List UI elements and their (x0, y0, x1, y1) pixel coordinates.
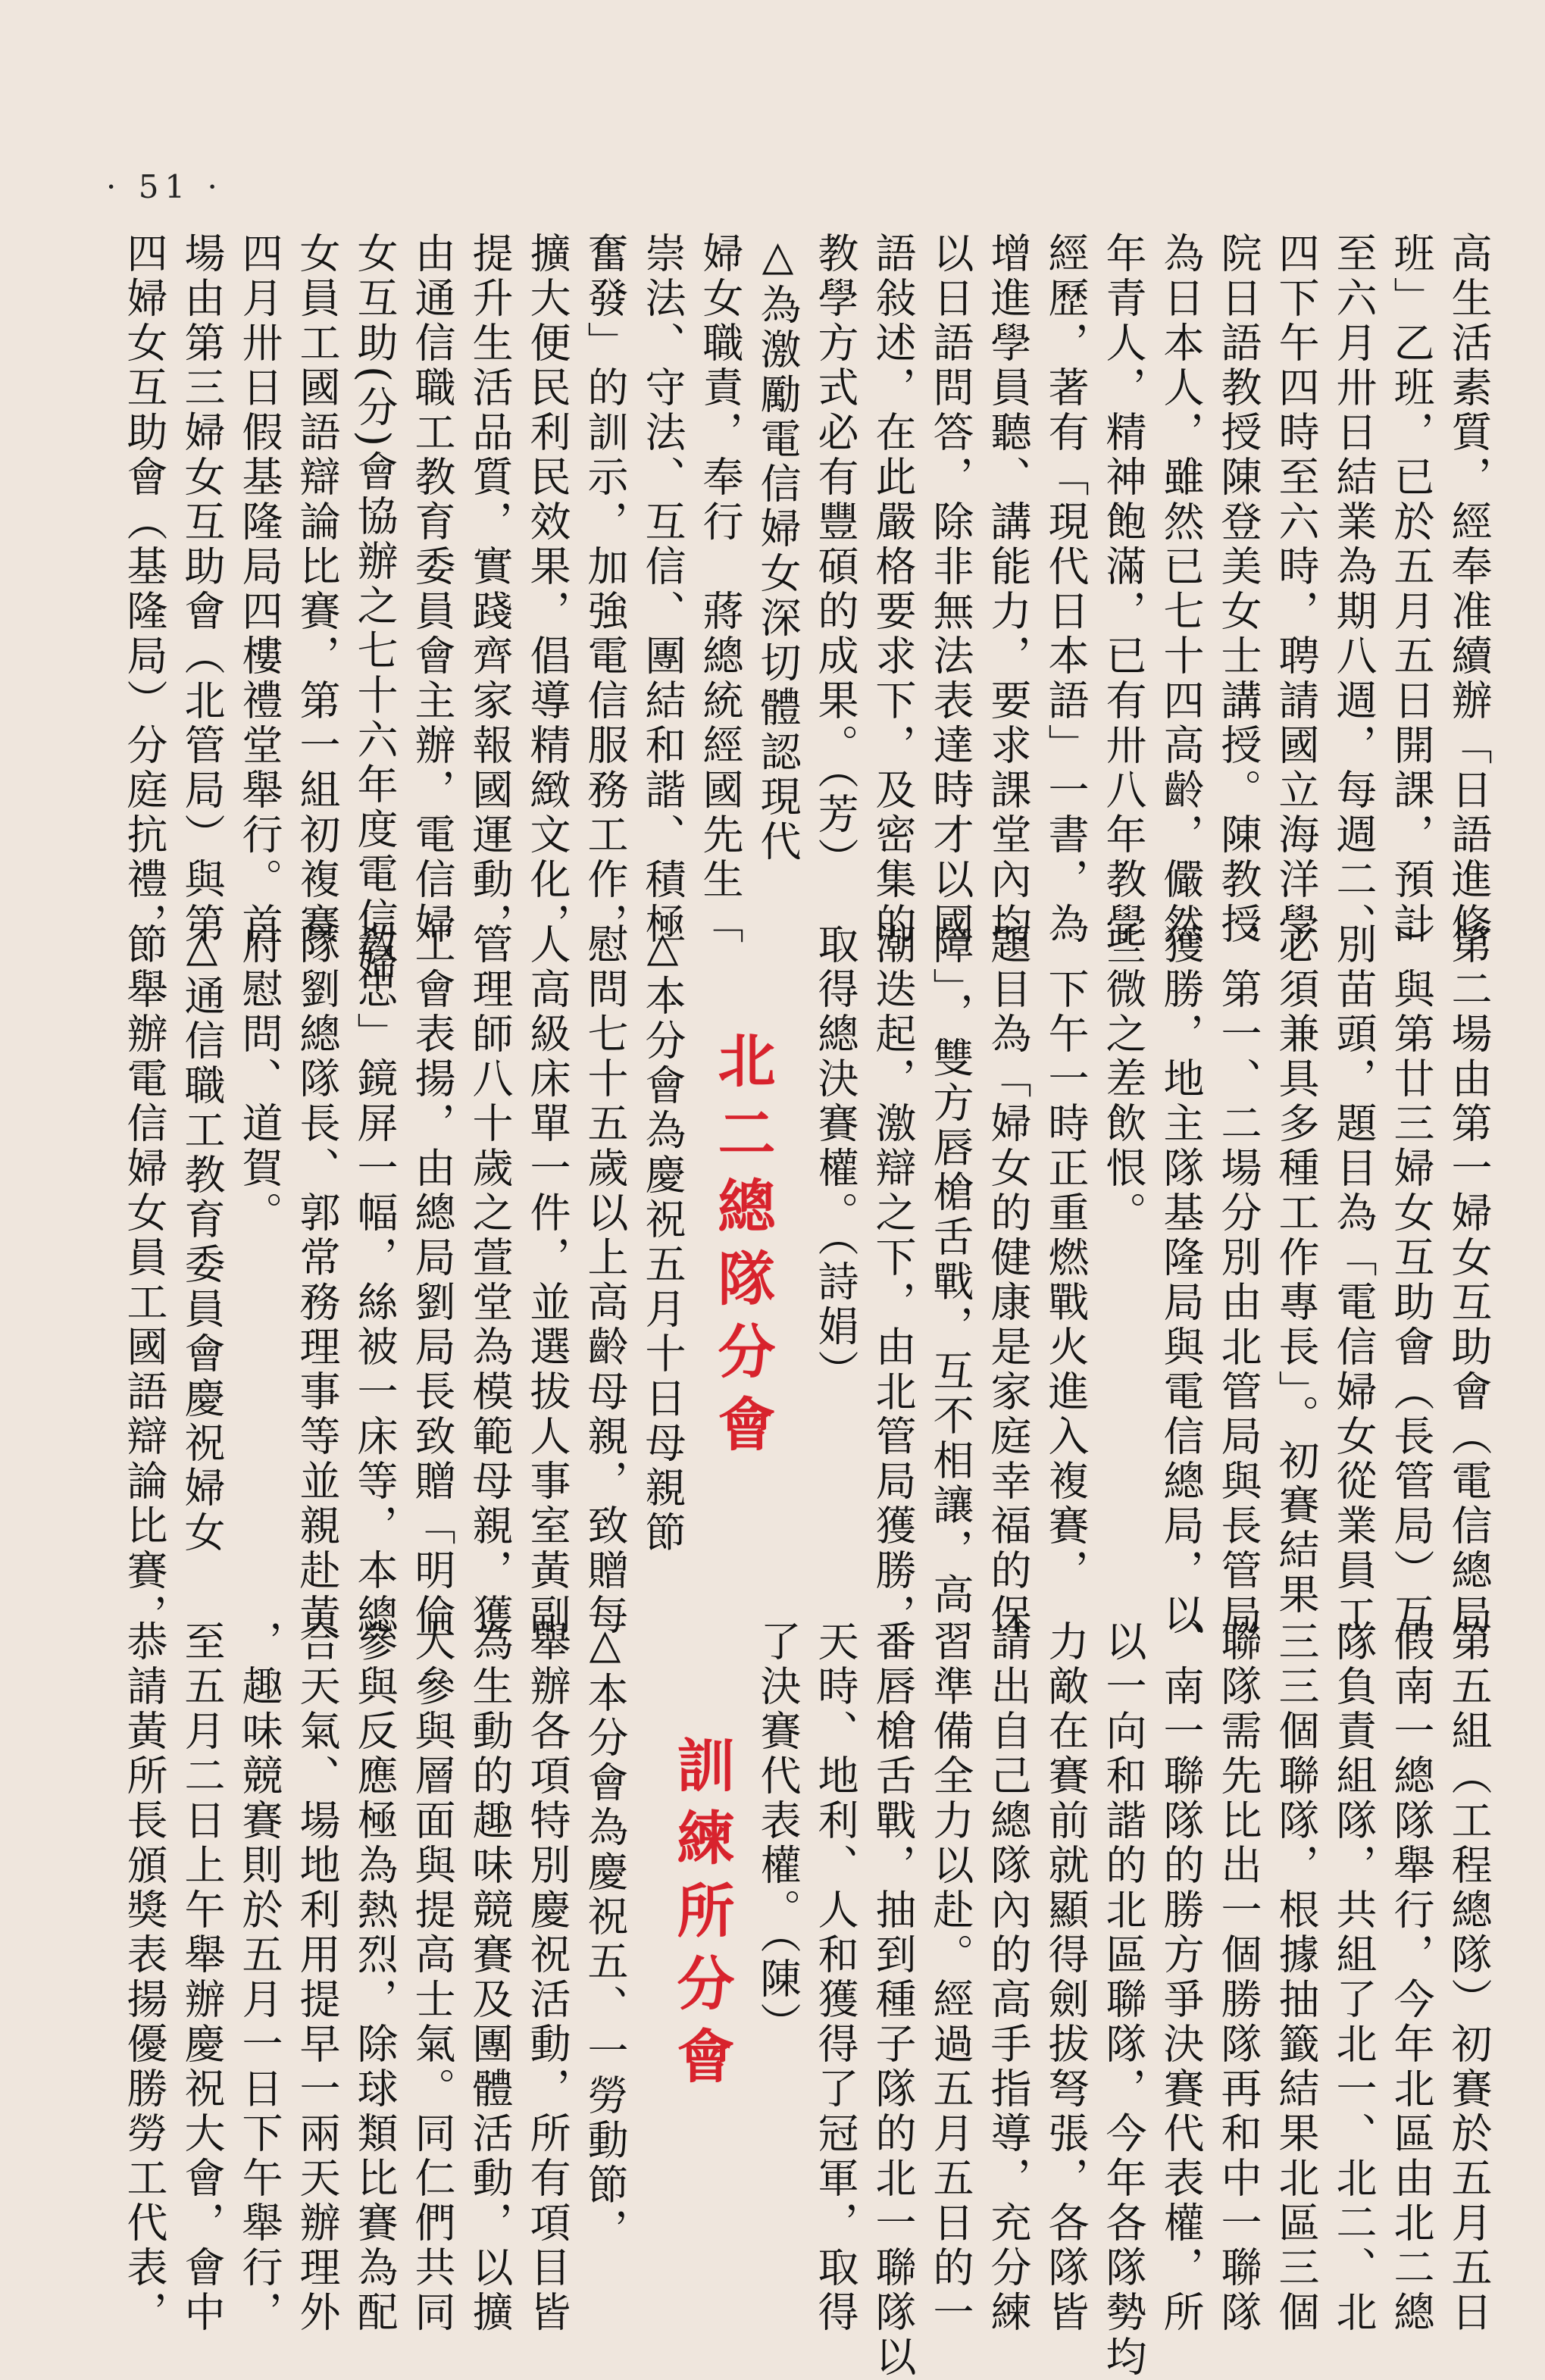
text-line: 由通信職工教育委員會主辦，電信婦 (408, 232, 456, 947)
text-line: 必須兼具多種工作專長」。初賽結果 (1272, 923, 1320, 1618)
text-line: 崇法、守法、互信、團結和諧、積極 (639, 232, 686, 947)
text-line: 恭請黃所長頒獎表揚優勝勞工代表， (120, 1620, 168, 2335)
text-line: 場由第三婦女互助會（北管局）與第 (178, 232, 226, 947)
text-line: 番唇槍舌戰，抽到種子隊的北一聯隊以 (869, 1620, 917, 2380)
text-line: 四婦女互助會（基隆局）分庭抗禮， (120, 232, 168, 947)
text-line: 語敍述，在此嚴格要求下，及密集的 (869, 232, 917, 947)
section-heading-north2: 北二總隊分會 (708, 1030, 776, 1467)
text-line: 節舉辦電信婦女員工國語辯論比賽， (120, 923, 168, 1638)
text-line: 大參與層面與提高士氣。同仁們共同 (408, 1620, 456, 2335)
text-line: 婦女職責，奉行 蔣總統經國先生「 (696, 232, 744, 947)
text-line: 些微之差飲恨。 (1099, 923, 1147, 1236)
text-line: 至五月二日上午舉辦慶祝大會，會中 (178, 1620, 226, 2335)
text-line: 為日本人，雖然已七十四高齡，儼然 (1157, 232, 1205, 947)
text-line: 至六月卅日結業為期八週，每週二、 (1330, 232, 1378, 947)
text-line: △本分會為慶祝五、一勞動節， (581, 1620, 629, 2253)
text-line: 獲勝，地主隊基隆局與電信總局，以 (1157, 923, 1205, 1638)
text-line: 府慰問、道賀。 (236, 923, 283, 1236)
text-line: 參與反應極為熱烈，除球類比賽為配 (351, 1620, 399, 2335)
text-line: 假南一總隊舉行，今年北區由北二總 (1387, 1620, 1435, 2335)
text-line: 請出自己總隊內的高手指導，充分練 (984, 1620, 1032, 2335)
middle-text-left (115, 923, 691, 1638)
text-line: 三三個聯隊，根據抽籤結果北區三個 (1272, 1620, 1320, 2335)
text-line: 工會表揚，由總局劉局長致贈「明倫 (408, 923, 456, 1638)
text-line: 障」，雙方唇槍舌戰，互不相讓，高 (927, 923, 974, 1618)
text-line: 了決賽代表權。（陳） (754, 1620, 802, 2047)
text-line: 女員工國語辯論比賽，第一組初複賽 (293, 232, 341, 947)
text-line: 習準備全力以赴。經過五月五日的一 (927, 1620, 974, 2335)
text-line: 年青人，精神飽滿，已有卅八年教學 (1099, 232, 1147, 947)
text-line: 天時、地利、人和獲得了冠軍，取得 (812, 1620, 859, 2335)
text-line: 增進學員聽、講能力，要求課堂內均 (984, 232, 1032, 947)
text-line: 力敵在賽前就顯得劍拔弩張，各隊皆 (1042, 1620, 1090, 2335)
text-line: 隊劉總隊長、郭常務理事等並親赴黃 (293, 923, 341, 1638)
text-line: 潮迭起，激辯之下，由北管局獲勝， (869, 923, 917, 1638)
bottom-text-right (749, 1620, 1497, 2380)
text-line: ）與第廿三婦女互助會（長管局）互 (1387, 923, 1435, 1638)
text-line: 女互助(分)會協辦之七十六年度電信婦 (351, 232, 399, 987)
page-number: · 51 · (106, 168, 224, 205)
text-line: 人高級床單一件，並選拔人事室黃副 (524, 923, 571, 1638)
text-line: 高生活素質，經奉准續辦「日語進修 (1445, 232, 1493, 947)
text-line: 四下午四時至六時，聘請國立海洋學 (1272, 232, 1320, 947)
text-line: 班」乙班，已於五月五日開課，預計 (1387, 232, 1435, 947)
text-line: 提升生活品質，實踐齊家報國運動， (466, 232, 514, 947)
text-line: 下午一時正重燃戰火進入複賽， (1042, 923, 1090, 1593)
text-line: 聯隊需先比出一個勝隊再和中一聯隊 (1215, 1620, 1262, 2335)
text-line: 以日語問答，除非無法表達時才以國 (927, 232, 974, 947)
text-line: 四月卅日假基隆局四樓禮堂舉行。首 (236, 232, 283, 947)
text-line: 、南一聯隊的勝方爭決賽代表權，所 (1157, 1620, 1205, 2335)
text-line: 以一向和諧的北區聯隊，今年各隊勢均 (1099, 1620, 1147, 2380)
text-line: 隊負責組隊，共組了北一、北二、北 (1330, 1620, 1378, 2335)
text-line: 院日語教授陳登美女士講授。陳教授 (1215, 232, 1262, 947)
text-line: 管理師八十歲之萱堂為模範母親，獲 (466, 923, 514, 1638)
top-text-block (115, 232, 1497, 987)
text-line: 慰問七十五歲以上高齡母親，致贈每 (581, 923, 629, 1638)
text-line: 敎忠」鏡屏一幅，絲被一床等，本總 (351, 923, 399, 1638)
text-line: △通信職工教育委員會慶祝婦女 (178, 923, 226, 1556)
text-line: 別苗頭，題目為「電信婦女從業員工 (1330, 923, 1378, 1638)
text-line: 經歷，著有「現代日本語」一書，為 (1042, 232, 1090, 947)
text-line: △為激勵電信婦女深切體認現代 (754, 232, 802, 865)
middle-text-right (806, 923, 1497, 1638)
text-line: 第五組（工程總隊）初賽於五月五日 (1445, 1620, 1493, 2335)
bottom-text-left (115, 1620, 633, 2335)
text-line: 為生動的趣味競賽及團體活動，以擴 (466, 1620, 514, 2335)
text-line: 取得總決賽權。（詩娟） (812, 923, 859, 1394)
text-line: △本分會為慶祝五月十日母親節 (639, 923, 686, 1556)
text-line: 合天氣、場地利用提早一兩天辦理外 (293, 1620, 341, 2335)
text-line: 擴大便民利民效果，倡導精緻文化， (524, 232, 571, 947)
text-line: 題目為「婦女的健康是家庭幸福的保 (984, 923, 1032, 1638)
text-line: 教學方式必有豐碩的成果。（芳） (812, 232, 859, 882)
text-line: ，第一、二場分別由北管局與長管局 (1215, 923, 1262, 1638)
text-line: 奮發」的訓示，加強電信服務工作， (581, 232, 629, 947)
text-line: ，趣味競賽則於五月一日下午舉行， (236, 1620, 283, 2335)
text-line: 第二場由第一婦女互助會（電信總局 (1445, 923, 1493, 1638)
text-line: 舉辦各項特別慶祝活動，所有項目皆 (524, 1620, 571, 2335)
section-heading-training: 訓練所分會 (668, 1735, 735, 2099)
